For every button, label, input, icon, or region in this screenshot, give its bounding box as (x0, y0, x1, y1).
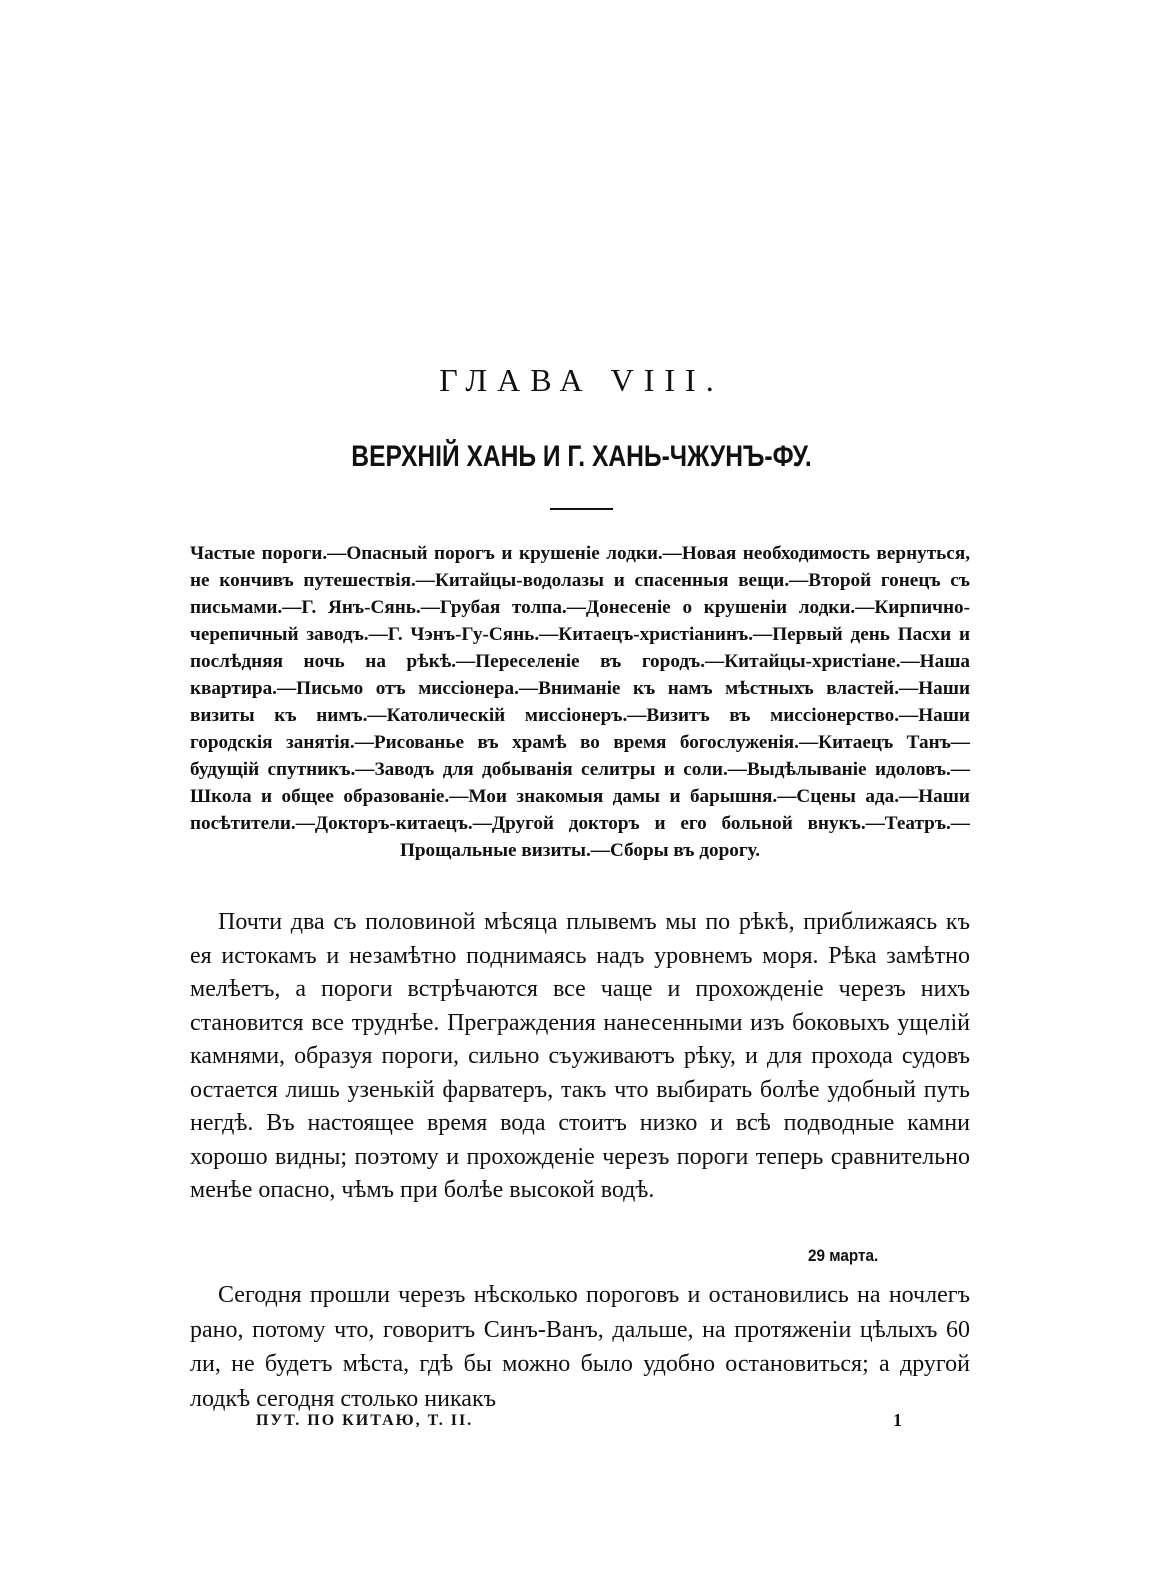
footer-signature: ПУТ. ПО КИТАЮ, Т. II. (256, 1412, 474, 1429)
divider-rule (550, 508, 613, 510)
paragraph-2: Сегодня прошли черезъ нѣсколько пороговъ и остановились на ночлегъ рано, потому что, говоритъ Синъ-Ванъ, дальше, на протяженіи цѣлыхъ 60 ли, не будетъ мѣста, гдѣ бы можно было удобно остановиться; а другой лодкѣ сегодня столько никакъ (190, 1282, 970, 1412)
diary-date: 29 марта. (808, 1246, 879, 1265)
footer-sheet-number: 1 (893, 1410, 902, 1430)
chapter-subtitle: ВЕРХНІЙ ХАНЬ И Г. ХАНЬ-ЧЖУНЪ-ФУ. (351, 440, 812, 473)
chapter-title: ГЛАВА VIII. (439, 362, 724, 398)
chapter-summary: Частые пороги.—Опасный порогъ и крушеніе лодки.—Новая необходимость вернуться, не кончивъ путешествія.—Китайцы-водолазы и спасенныя вещи.—Второй гонецъ съ письмами.—Г. Янъ-Сянь.—Грубая толпа.—Донесеніе о крушеніи лодки.—Кирпично-черепичный заводъ.—Г. Чэнъ-Гу-Сянь.—Китаецъ-христіанинъ.—Первый день Пасхи и послѣдняя ночь на рѣкѣ.—Переселеніе въ городъ.—Китайцы-христіане.—Наша квартира.—Письмо отъ миссіонера.—Вниманіе къ намъ мѣстныхъ властей.—Наши визиты къ нимъ.—Католическій миссіонеръ.—Визитъ въ миссіонерство.—Наши городскія занятія.—Рисованье въ храмѣ во время богослуженія.—Китаецъ Танъ—будущій спутникъ.—Заводъ для добыванія селитры и соли.—Выдѣлываніе идоловъ.—Школа и общее образованіе.—Мои знакомыя дамы и барышня.—Сцены ада.—Наши посѣтители.—Докторъ-китаецъ.—Другой докторъ и его больной внукъ.—Театръ.—Прощальные визиты.—Сборы въ дорогу. (190, 543, 970, 861)
paragraph-1: Почти два съ половиной мѣсяца плывемъ мы по рѣкѣ, приближаясь къ ея истокамъ и незамѣтно поднимаясь надъ уровнемъ моря. Рѣка замѣтно мелѣетъ, а пороги встрѣчаются все чаще и прохожденіе черезъ нихъ становится все труднѣе. Преграждения нанесенными изъ боковыхъ ущелій камнями, образуя пороги, сильно съуживаютъ рѣку, и для прохода судовъ остается лишь узенькій фарватеръ, такъ что выбирать болѣе удобный путь негдѣ. Въ настоящее время вода стоитъ низко и всѣ подводные камни хорошо видны; поэтому и прохожденіе черезъ пороги теперь сравнительно менѣе опасно, чѣмъ при болѣе высокой водѣ. (190, 909, 970, 1203)
